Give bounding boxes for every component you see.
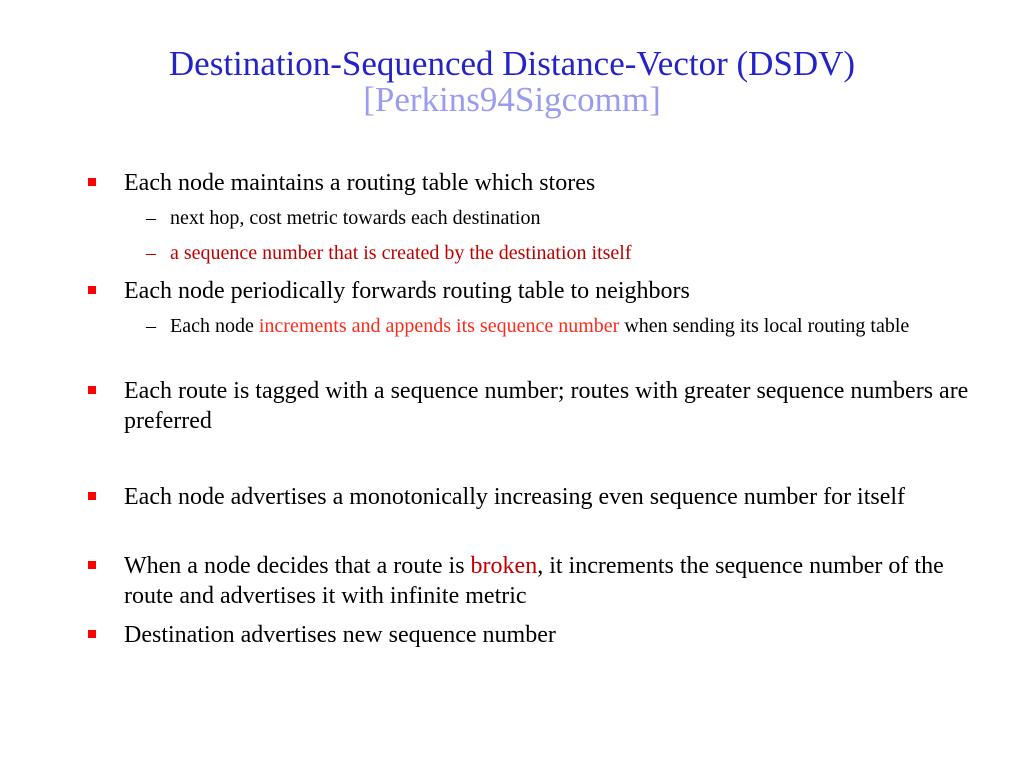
dash-icon: – — [146, 315, 156, 337]
bullet-square-icon — [88, 178, 96, 186]
bullet-square-icon — [88, 286, 96, 294]
bullet-2-sub-1-pre: Each node — [170, 315, 259, 337]
bullet-4: Each node advertises a monotonically increasing even sequence number for itself — [124, 484, 906, 510]
bullet-1-sub-2: a sequence number that is created by the destination itself — [170, 242, 632, 264]
bullet-2-sub-1 — [170, 313, 970, 340]
bullet-1: Each node maintains a routing table which stores — [124, 170, 596, 196]
bullet-5 — [124, 551, 974, 611]
bullet-5-post: , it increments the sequence number of the route and advertises it with infinite metric — [124, 553, 944, 609]
bullet-5-pre: When a node decides that a route is — [124, 553, 471, 579]
bullet-2-sub-1-post: when sending its local routing table — [619, 315, 910, 337]
bullet-square-icon — [88, 561, 96, 569]
dash-icon: – — [146, 242, 156, 264]
slide-title — [0, 46, 1024, 118]
bullet-6: Destination advertises new sequence number — [124, 622, 556, 648]
bullet-2: Each node periodically forwards routing table to neighbors — [124, 278, 690, 304]
bullet-square-icon — [88, 630, 96, 638]
title-text: Destination-Sequenced Distance-Vector (DSDV) — [168, 44, 856, 83]
bullet-2-sub-1-highlight: increments and appends its sequence number — [258, 315, 620, 337]
bullet-square-icon — [88, 386, 96, 394]
bullet-3: Each route is tagged with a sequence number; routes with greater sequence numbers are preferred — [124, 378, 969, 434]
bullet-5-highlight: broken — [470, 553, 538, 579]
dash-icon: – — [146, 207, 156, 229]
bullet-1-sub-1: next hop, cost metric towards each destination — [170, 207, 541, 229]
citation-text: [Perkins94Sigcomm] — [363, 80, 661, 119]
bullet-square-icon — [88, 492, 96, 500]
